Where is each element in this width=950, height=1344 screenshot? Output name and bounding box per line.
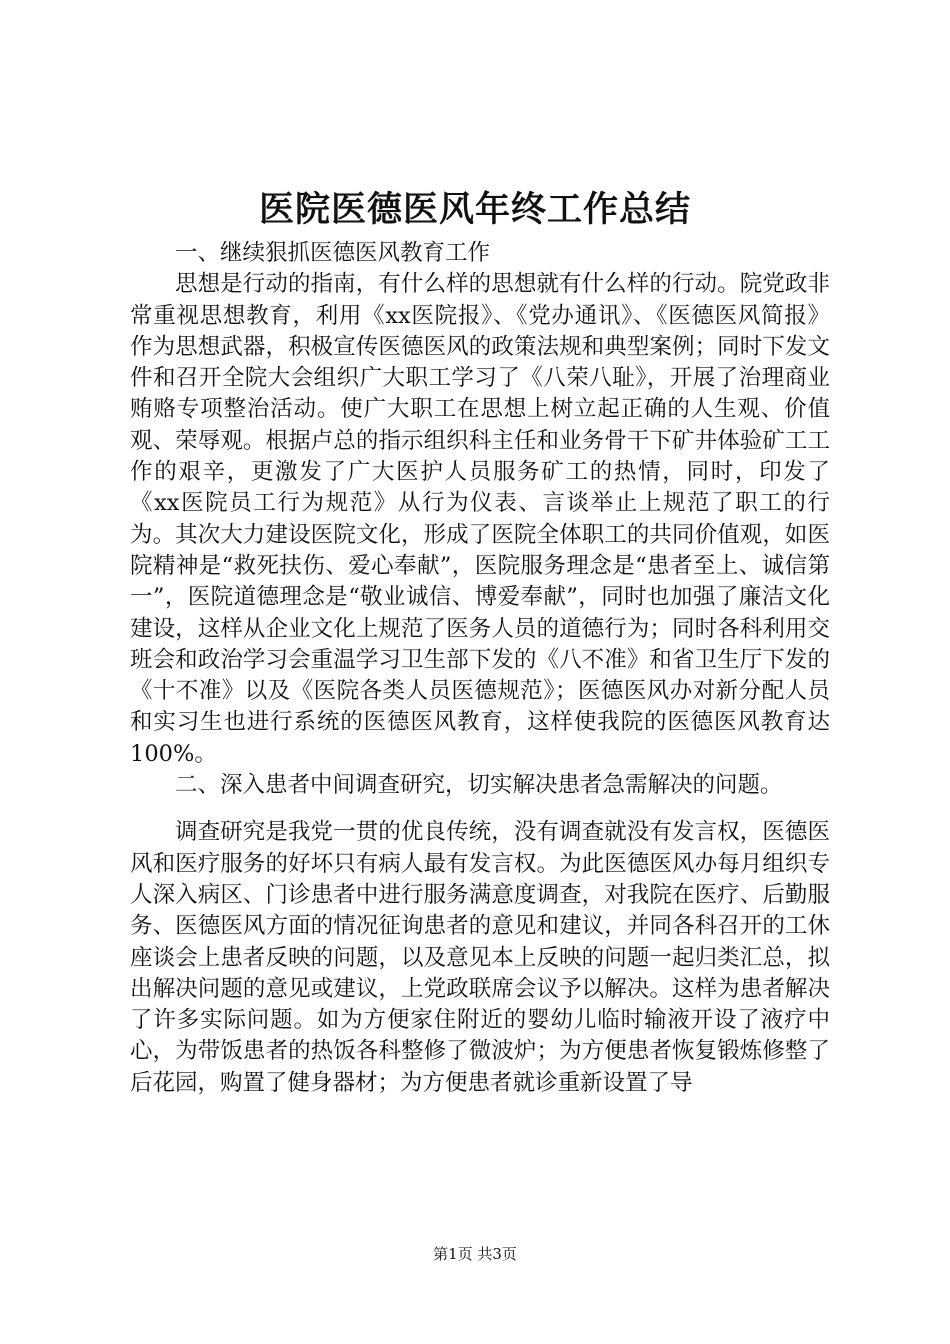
page-footer: 第1页 共3页 [433, 1245, 517, 1263]
document-title: 医院医德医风年终工作总结 [258, 189, 691, 230]
body-paragraph-1: 思想是行动的指南，有什么样的思想就有什么样的行动。院党政非常重视思想教育，利用《xx医院报》、《党办通讯》、《医德医风简报》作为思想武器，积极宣传医德医风的政策法规和典型案例；同时下发文件和召开全院大会组织广大职工学习了《八荣八耻》，开展了治理商业贿赂专项整治活动。使广大职工在思想上树立起正确的人生观、价值观、荣辱观。根据卢总的指示组织科主任和业务骨干下矿井体验矿工工作的艰辛，更激发了广大医护人员服务矿工的热情，同时，印发了《xx医院员工行为规范》从行为仪表、言谈举止上规范了职工的行为。其次大力建设医院文化，形成了医院全体职工的共同价值观，如医院精神是“救死扶伤、爱心奉献”，医院服务理念是“患者至上、诚信第一”，医院道德理念是“敬业诚信、博爱奉献”，同时也加强了廉洁文化建设，这样从企业文化上规范了医务人员的道德行为；同时各科利用交班会和政治学习会重温学习卫生部下发的《八不准》和省卫生厅下发的《十不准》以及《医院各类人员医德规范》；医德医风办对新分配人员和实习生也进行系统的医德医风教育，这样使我院的医德医风教育达100%。 [130, 271, 830, 767]
body-paragraph-2: 调查研究是我党一贯的优良传统，没有调查就没有发言权，医德医风和医疗服务的好坏只有病人最有发言权。为此医德医风办每月组织专人深入病区、门诊患者中进行服务满意度调查，对我院在医疗、后勤服务、医德医风方面的情况征询患者的意见和建议，并同各科召开的工休座谈会上患者反映的问题，以及意见本上反映的问题一起归类汇总，拟出解决问题的意见或建议，上党政联席会议予以解决。这样为患者解决了许多实际问题。如为方便家住附近的婴幼儿临时输液开设了液疗中心，为带饭患者的热饭各科整修了微波炉；为方便患者恢复锻炼修整了后花园，购置了健身器材；为方便患者就诊重新设置了导 [130, 819, 830, 1096]
section-heading-2: 二、深入患者中间调查研究，切实解决患者急需解决的问题。 [175, 772, 783, 799]
section-heading-1: 一、继续狠抓医德医风教育工作 [175, 240, 491, 266]
document-body [130, 238, 830, 1099]
